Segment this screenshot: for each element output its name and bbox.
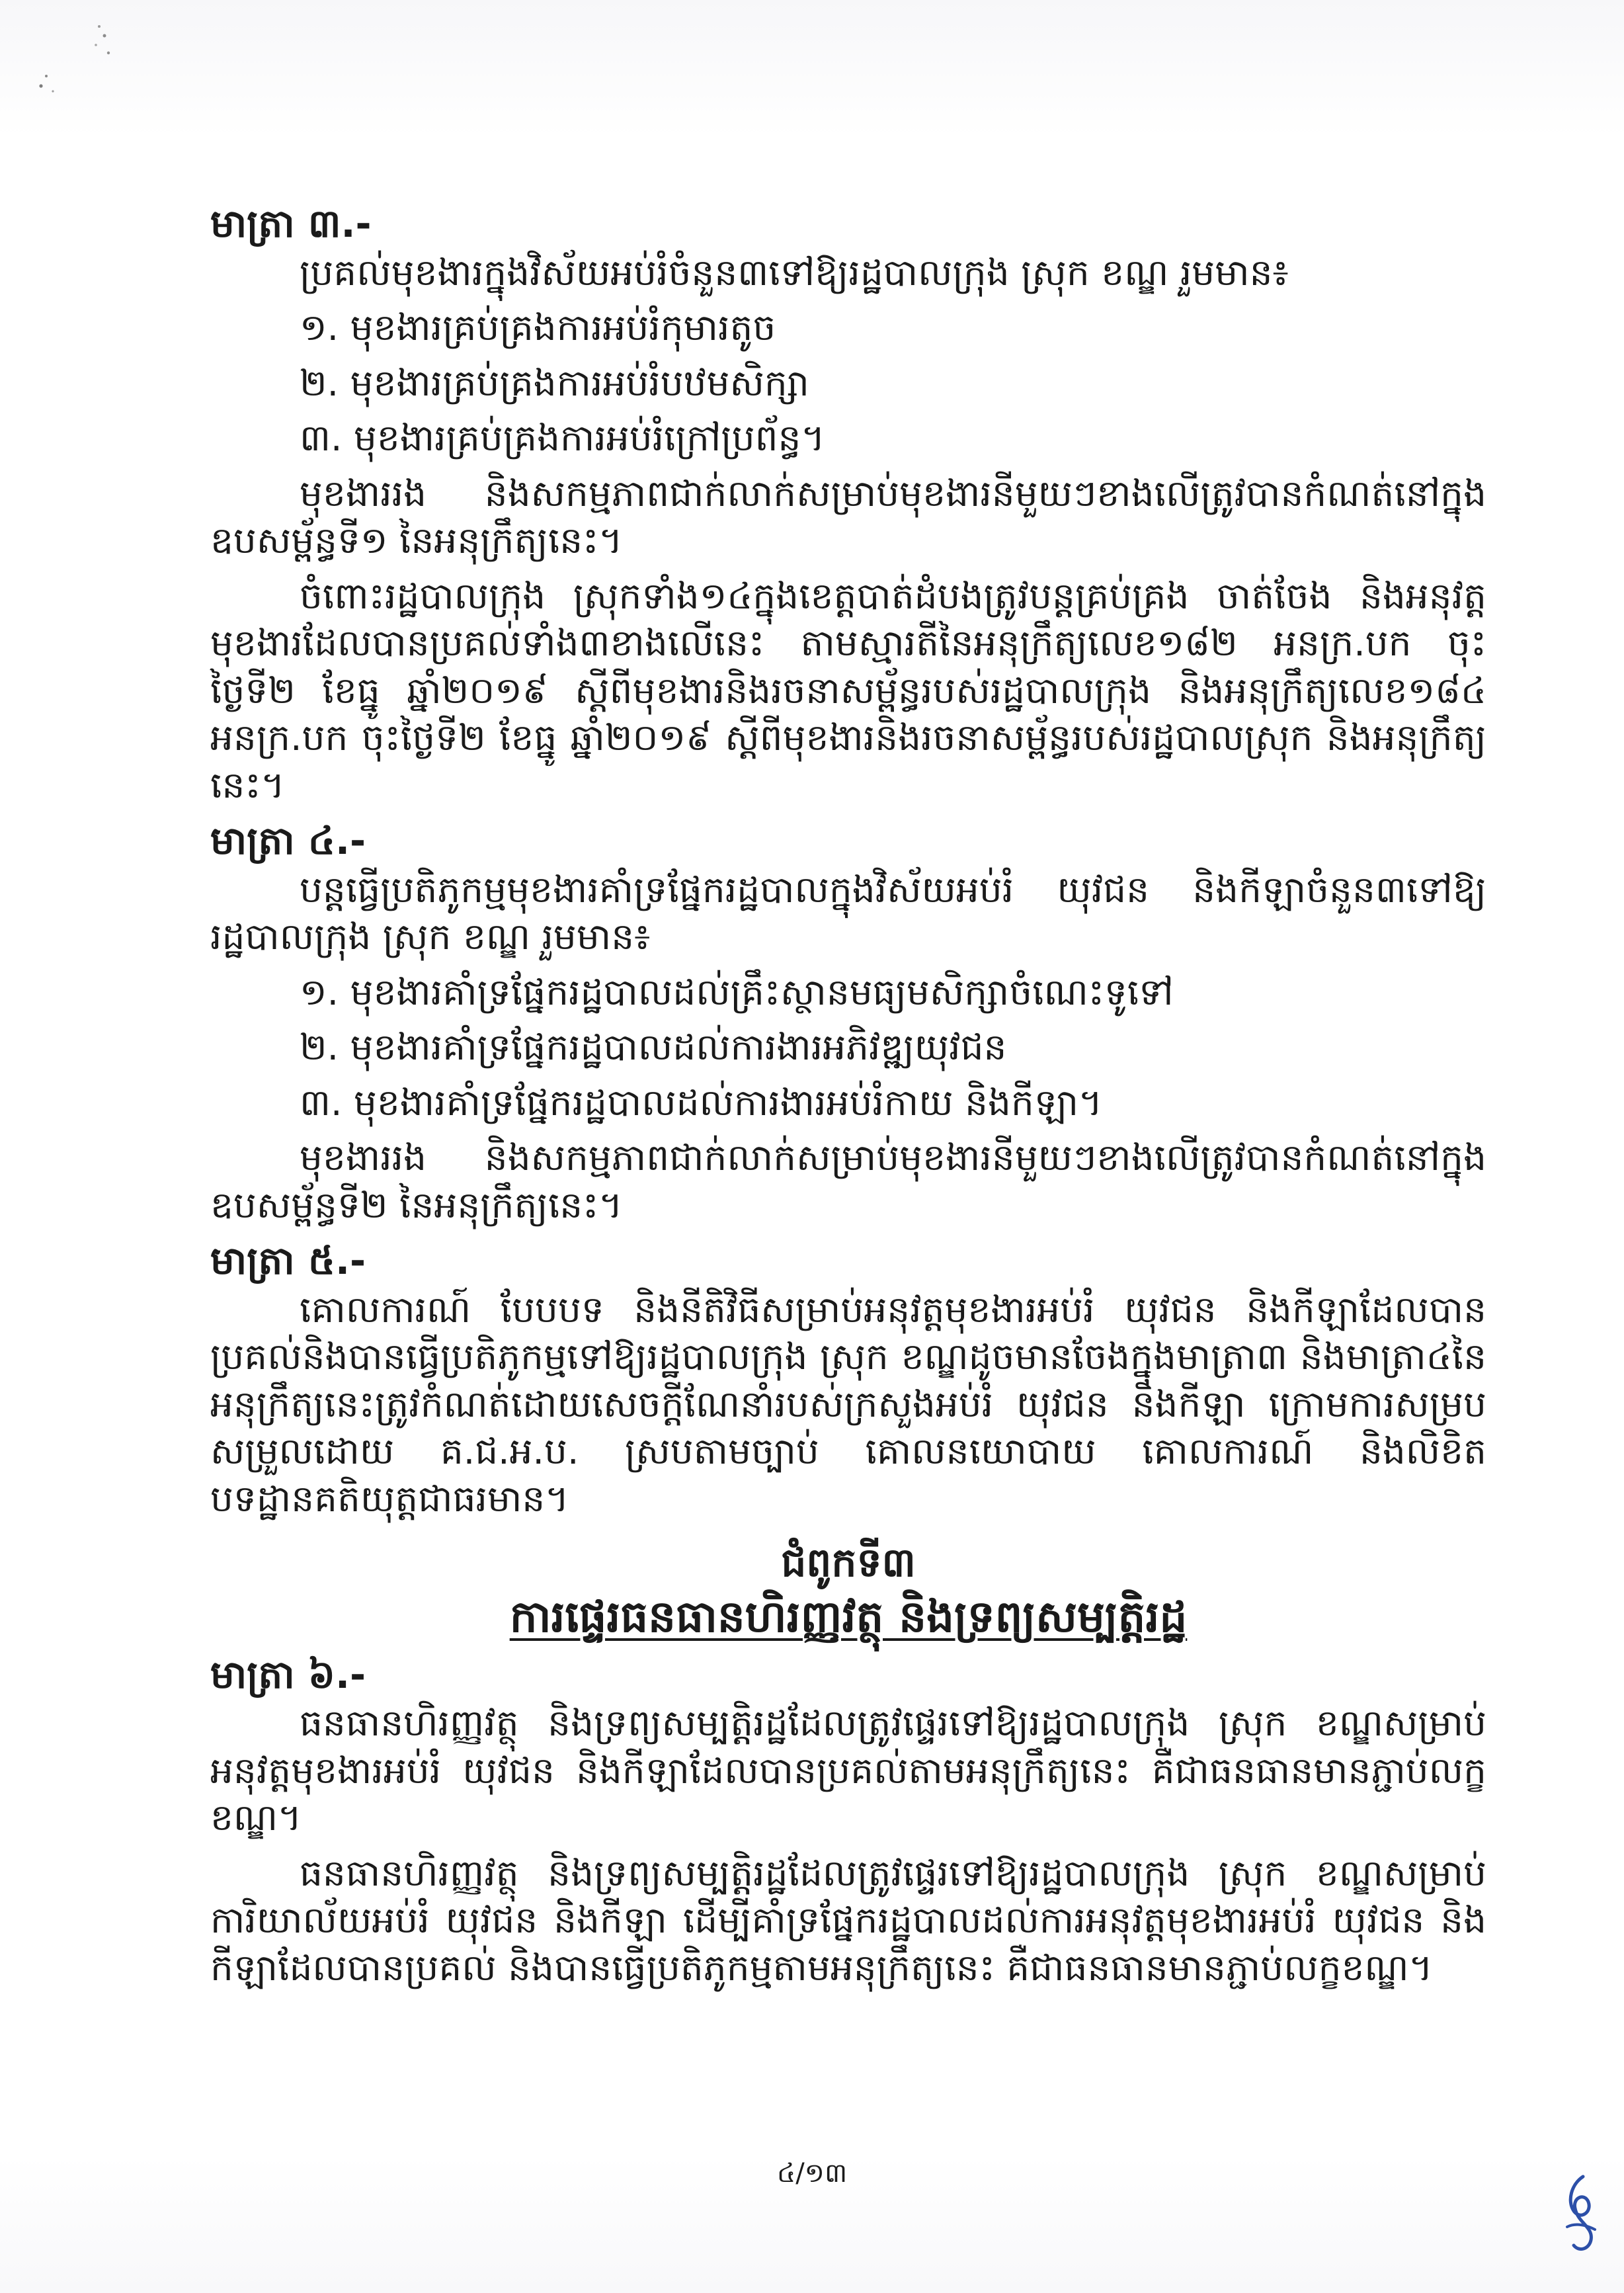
list-item: ១. មុខងារគាំទ្រផ្នែករដ្ឋបាលដល់គ្រឹះស្ថានមធ្យមសិក្សាចំណេះទូទៅ <box>300 970 1174 1013</box>
paragraph: ធនធានហិរញ្ញវត្ថុ និងទ្រព្យសម្បត្តិរដ្ឋដែលត្រូវផ្ទេរទៅឱ្យរដ្ឋបាលក្រុង ស្រុក ខណ្ឌសម្រាប់ការិយាល័យអប់រំ យុវជន និងកីឡា ដើម្បីគាំទ្រផ្នែករដ្ឋបាលដល់ការអនុវត្តមុខងារអប់រំ យុវជន និងកីឡាដែលបានប្រគល់ និងបានធ្វើប្រតិភូកម្មតាមអនុក្រឹត្យនេះ គឺជាធនធានមានភ្ជាប់លក្ខខណ្ឌ។ <box>210 1851 1486 1989</box>
articles-section <box>210 200 1486 1522</box>
document-body <box>210 198 1486 1999</box>
list-item: ១. មុខងារគ្រប់គ្រងការអប់រំកុមារតូច <box>300 306 776 349</box>
chapter-number: ជំពូកទី៣ <box>781 1540 916 1586</box>
article-heading: មាត្រា ៦.- <box>210 1651 366 1697</box>
paragraph: មុខងាររង និងសកម្មភាពជាក់លាក់សម្រាប់មុខងារនីមួយៗខាងលើត្រូវបានកំណត់នៅក្នុងឧបសម្ព័ន្ធទី២ នៃអនុក្រឹត្យនេះ។ <box>210 1136 1486 1226</box>
paragraph: គោលការណ៍ បែបបទ និងនីតិវិធីសម្រាប់អនុវត្តមុខងារអប់រំ យុវជន និងកីឡាដែលបានប្រគល់និងបានធ្វើប្រតិភូកម្មទៅឱ្យរដ្ឋបាលក្រុង ស្រុក ខណ្ឌដូចមានចែងក្នុងមាត្រា៣ និងមាត្រា៤នៃអនុក្រឹត្យនេះត្រូវកំណត់ដោយសេចក្តីណែនាំរបស់ក្រសួងអប់រំ យុវជន និងកីឡា ក្រោមការសម្របសម្រួលដោយ គ.ជ.អ.ប. ស្របតាមច្បាប់ គោលនយោបាយ គោលការណ៍ និងលិខិតបទដ្ឋានគតិយុត្តជាធរមាន។ <box>210 1288 1486 1520</box>
page-number: ៤/១៣ <box>776 2158 848 2189</box>
article-heading: មាត្រា ៤.- <box>210 818 366 863</box>
paragraph: ប្រគល់មុខងារក្នុងវិស័យអប់រំចំនួន៣ទៅឱ្យរដ្ឋបាលក្រុង ស្រុក ខណ្ឌ រួមមាន៖ <box>300 251 1289 294</box>
list-item: ៣. មុខងារគ្រប់គ្រងការអប់រំក្រៅប្រព័ន្ធ។ <box>300 417 825 459</box>
chapter-header <box>210 1537 1486 1646</box>
paragraph: ធនធានហិរញ្ញវត្ថុ និងទ្រព្យសម្បត្តិរដ្ឋដែលត្រូវផ្ទេរទៅឱ្យរដ្ឋបាលក្រុង ស្រុក ខណ្ឌសម្រាប់អនុវត្តមុខងារអប់រំ យុវជន និងកីឡាដែលបានប្រគល់តាមអនុក្រឹត្យនេះ គឺជាធនធានមានភ្ជាប់លក្ខខណ្ឌ។ <box>210 1702 1486 1839</box>
paragraph: ចំពោះរដ្ឋបាលក្រុង ស្រុកទាំង១៤ក្នុងខេត្តបាត់ដំបងត្រូវបន្តគ្រប់គ្រង ចាត់ចែង និងអនុវត្តមុខងារដែលបានប្រគល់ទាំង៣ខាងលើនេះ តាមស្មារតីនៃអនុក្រឹត្យលេខ១៨២ អនក្រ.បក ចុះថ្ងៃទី២ ខែធ្នូ ឆ្នាំ២០១៩ ស្តីពីមុខងារនិងរចនាសម្ព័ន្ធរបស់រដ្ឋបាលក្រុង និងអនុក្រឹត្យលេខ១៨៤ អនក្រ.បក ចុះថ្ងៃទី២ ខែធ្នូ ឆ្នាំ២០១៩ ស្តីពីមុខងារនិងរចនាសម្ព័ន្ធរបស់រដ្ឋបាលស្រុក និងអនុក្រឹត្យនេះ។ <box>210 574 1486 806</box>
article-heading: មាត្រា ៣.- <box>210 201 372 246</box>
list-item: ៣. មុខងារគាំទ្រផ្នែករដ្ឋបាលដល់ការងារអប់រំកាយ និងកីឡា។ <box>300 1081 1103 1124</box>
list-item: ២. មុខងារគ្រប់គ្រងការអប់រំបឋមសិក្សា <box>300 361 809 404</box>
article-heading: មាត្រា ៥.- <box>210 1238 366 1283</box>
paragraph: បន្តធ្វើប្រតិភូកម្មមុខងារគាំទ្រផ្នែករដ្ឋបាលក្នុងវិស័យអប់រំ យុវជន និងកីឡាចំនួន៣ទៅឱ្យរដ្ឋបាលក្រុង ស្រុក ខណ្ឌ រួមមាន៖ <box>210 868 1486 958</box>
signature-initial-icon <box>1558 2171 1604 2257</box>
chapter-articles-section <box>210 1651 1486 1992</box>
list-item: ២. មុខងារគាំទ្រផ្នែករដ្ឋបាលដល់ការងារអភិវឌ្ឍយុវជន <box>300 1026 1007 1068</box>
chapter-title: ការផ្ទេរធនធានហិរញ្ញវត្ថុ និងទ្រព្យសម្បត្តិរដ្ឋ <box>509 1591 1188 1642</box>
paragraph: មុខងាររង និងសកម្មភាពជាក់លាក់សម្រាប់មុខងារនីមួយៗខាងលើត្រូវបានកំណត់នៅក្នុងឧបសម្ព័ន្ធទី១ នៃអនុក្រឹត្យនេះ។ <box>210 472 1486 562</box>
scan-speckle-marks <box>26 13 119 99</box>
